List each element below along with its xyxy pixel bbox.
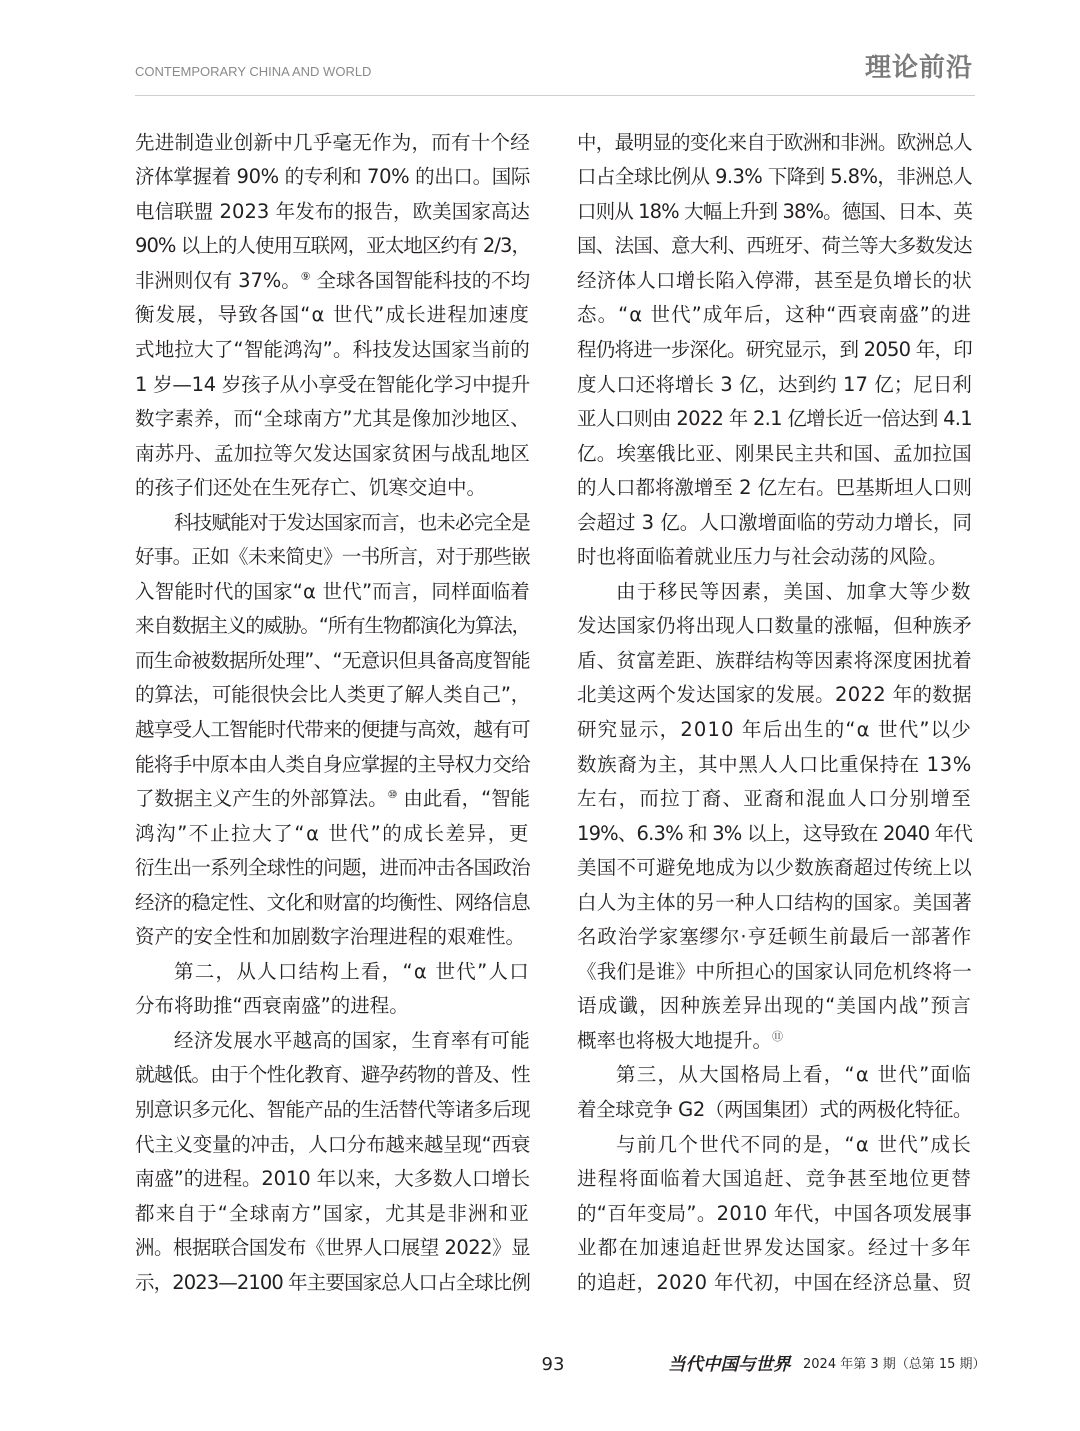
text-line: 态。“α 世代”成年后，这种“西衰南盛”的进 (577, 303, 972, 327)
text-line: 时也将面临着就业压力与社会动荡的风险。 (577, 545, 948, 569)
text-line (577, 1024, 973, 1059)
text-line: 分布将助推“西衰南盛”的进程。 (135, 994, 409, 1018)
text-line: 语成谶，因种族差异出现的“美国内战”预言 (577, 994, 972, 1018)
journal-logo-title: 当代中国与世界 (668, 1355, 791, 1375)
footnote-marker: ⑨ (300, 269, 311, 283)
text-line: 式地拉大了“智能鸿沟”。科技发达国家当前的 (135, 337, 530, 361)
section-title: 理论前沿 (864, 53, 973, 83)
right-column (577, 126, 973, 1301)
text-line: 就越低。由于个性化教育、避孕药物的普及、性 (135, 1063, 530, 1087)
text-line: 着全球竞争 G2（两国集团）式的两极化特征。 (577, 1098, 972, 1121)
paragraph-first-line: 由于移民等因素，美国、加拿大等少数 (616, 579, 972, 603)
issue-info: 2024 年第 3 期（总第 15 期） (803, 1357, 986, 1372)
text-line: 入智能时代的国家“α 世代”而言，同样面临着 (135, 579, 530, 603)
text-line: 盾、贫富差距、族群结构等因素将深度困扰着 (577, 648, 972, 672)
text-line: 的孩子们还处在生死存亡、饥寒交迫中。 (135, 476, 487, 500)
text-line: 来自数据主义的威胁。“所有生物都演化为算法， (135, 614, 530, 638)
text-line: 好事。正如《未来简史》一书所言，对于那些嵌 (135, 545, 530, 569)
text-line: 口则从 18% 大幅上升到 38%。德国、日本、英 (577, 199, 972, 223)
text-segment: 了数据主义产生的外部算法。 (135, 787, 388, 811)
text-line (135, 264, 531, 299)
text-segment: 非洲则仅有 37%。 (135, 268, 301, 292)
page-number: 93 (541, 1354, 565, 1375)
text-line: 业都在加速追赶世界发达国家。经过十多年 (577, 1236, 972, 1260)
text-line: 美国不可避免地成为以少数族裔超过传统上以 (577, 856, 972, 880)
text-line: 能将手中原本由人类自身应掌握的主导权力交给 (135, 752, 530, 776)
text-line: 的算法，可能很快会比人类更了解人类自己”， (135, 683, 530, 707)
text-line: 进程将面临着大国追赶、竞争甚至地位更替 (577, 1167, 972, 1191)
text-line: 南苏丹、孟加拉等欠发达国家贫困与战乱地区 (135, 441, 530, 465)
text-line: 19%、6.3% 和 3% 以上，这导致在 2040 年代 (577, 821, 972, 845)
text-line: 中，最明显的变化来自于欧洲和非洲。欧洲总人 (577, 130, 972, 154)
paragraph-first-line: 第三，从大国格局上看，“α 世代”面临 (616, 1063, 972, 1087)
text-line: 会超过 3 亿。人口激增面临的劳动力增长，同 (577, 510, 972, 534)
footnote-marker: ⑩ (387, 788, 398, 802)
left-column (135, 126, 531, 1301)
text-line: 数字素养，而“全球南方”尤其是像加沙地区、 (135, 407, 530, 431)
text-line: 洲。根据联合国发布《世界人口展望 2022》显 (135, 1236, 530, 1260)
text-line: 都来自于“全球南方”国家，尤其是非洲和亚 (135, 1201, 530, 1225)
text-line: 先进制造业创新中几乎毫无作为，而有十个经 (135, 130, 530, 154)
text-line: 白人为主体的另一种人口结构的国家。美国著 (577, 890, 972, 914)
paragraph-first-line: 科技赋能对于发达国家而言，也未必完全是 (174, 510, 530, 534)
text-segment: 全球各国智能科技的不均 (310, 268, 530, 292)
journal-english-title: CONTEMPORARY CHINA AND WORLD (135, 64, 372, 79)
paragraph-first-line: 与前几个世代不同的是，“α 世代”成长 (616, 1132, 972, 1156)
text-line: 数族裔为主，其中黑人人口比重保持在 13% (577, 752, 972, 776)
text-line: 电信联盟 2023 年发布的报告，欧美国家高达 (135, 199, 530, 223)
text-line: 鸿沟”不止拉大了“α 世代”的成长差异，更 (135, 821, 530, 845)
paragraph-first-line: 经济发展水平越高的国家，生育率有可能 (174, 1028, 530, 1052)
text-line: 衍生出一系列全球性的问题，进而冲击各国政治 (135, 856, 530, 880)
text-line: 济体掌握着 90% 的专利和 70% 的出口。国际 (135, 165, 530, 189)
text-line: 国、法国、意大利、西班牙、荷兰等大多数发达 (577, 234, 972, 258)
footnote-marker: ⑪ (772, 1029, 784, 1043)
text-line: 度人口还将增长 3 亿，达到约 17 亿；尼日利 (577, 372, 972, 396)
text-line: 的人口都将激增至 2 亿左右。巴基斯坦人口则 (577, 476, 972, 500)
text-line: 亚人口则由 2022 年 2.1 亿增长近一倍达到 4.1 (577, 407, 972, 431)
text-line: 而生命被数据所处理”、“无意识但具备高度智能 (135, 648, 530, 672)
text-line: 南盛”的进程。2010 年以来，大多数人口增长 (135, 1167, 530, 1191)
text-line: 1 岁—14 岁孩子从小享受在智能化学习中提升 (135, 372, 530, 396)
text-line: 别意识多元化、智能产品的生活替代等诸多后现 (135, 1098, 530, 1121)
header-divider (135, 95, 975, 96)
text-line: 示，2023—2100 年主要国家总人口占全球比例 (135, 1270, 530, 1294)
text-line: 发达国家仍将出现人口数量的涨幅，但种族矛 (577, 614, 972, 638)
text-segment: 由此看，“智能 (397, 787, 530, 811)
text-line: 名政治学家塞缪尔·亨廷顿生前最后一部著作 (577, 925, 972, 949)
text-line: 研究显示，2010 年后出生的“α 世代”以少 (577, 717, 972, 741)
text-line: 衡发展，导致各国“α 世代”成长进程加速度 (135, 303, 530, 327)
text-line: 90% 以上的人使用互联网，亚太地区约有 2/3， (135, 234, 530, 258)
text-line: 代主义变量的冲击，人口分布越来越呈现“西衰 (135, 1132, 530, 1156)
text-line: 亿。埃塞俄比亚、刚果民主共和国、孟加拉国 (577, 441, 972, 465)
text-line: 资产的安全性和加剧数字治理进程的艰难性。 (135, 925, 526, 949)
text-line: 左右，而拉丁裔、亚裔和混血人口分别增至 (577, 787, 972, 811)
text-line: 《我们是谁》中所担心的国家认同危机终将一 (577, 959, 972, 983)
text-line: 经济的稳定性、文化和财富的均衡性、网络信息 (135, 890, 530, 914)
text-line: 程仍将进一步深化。研究显示，到 2050 年，印 (577, 337, 972, 361)
text-line: 的追赶，2020 年代初，中国在经济总量、贸 (577, 1270, 972, 1294)
text-segment: 概率也将极大地提升。 (577, 1028, 773, 1052)
text-line (135, 782, 531, 817)
text-line: 北美这两个发达国家的发展。2022 年的数据 (577, 683, 972, 707)
text-line: 越享受人工智能时代带来的便捷与高效，越有可 (135, 717, 530, 741)
text-line: 经济体人口增长陷入停滞，甚至是负增长的状 (577, 268, 972, 292)
text-line: 口占全球比例从 9.3% 下降到 5.8%，非洲总人 (577, 165, 972, 189)
text-line: 的“百年变局”。2010 年代，中国各项发展事 (577, 1201, 972, 1225)
paragraph-first-line: 第二，从人口结构上看，“α 世代”人口 (174, 959, 530, 983)
